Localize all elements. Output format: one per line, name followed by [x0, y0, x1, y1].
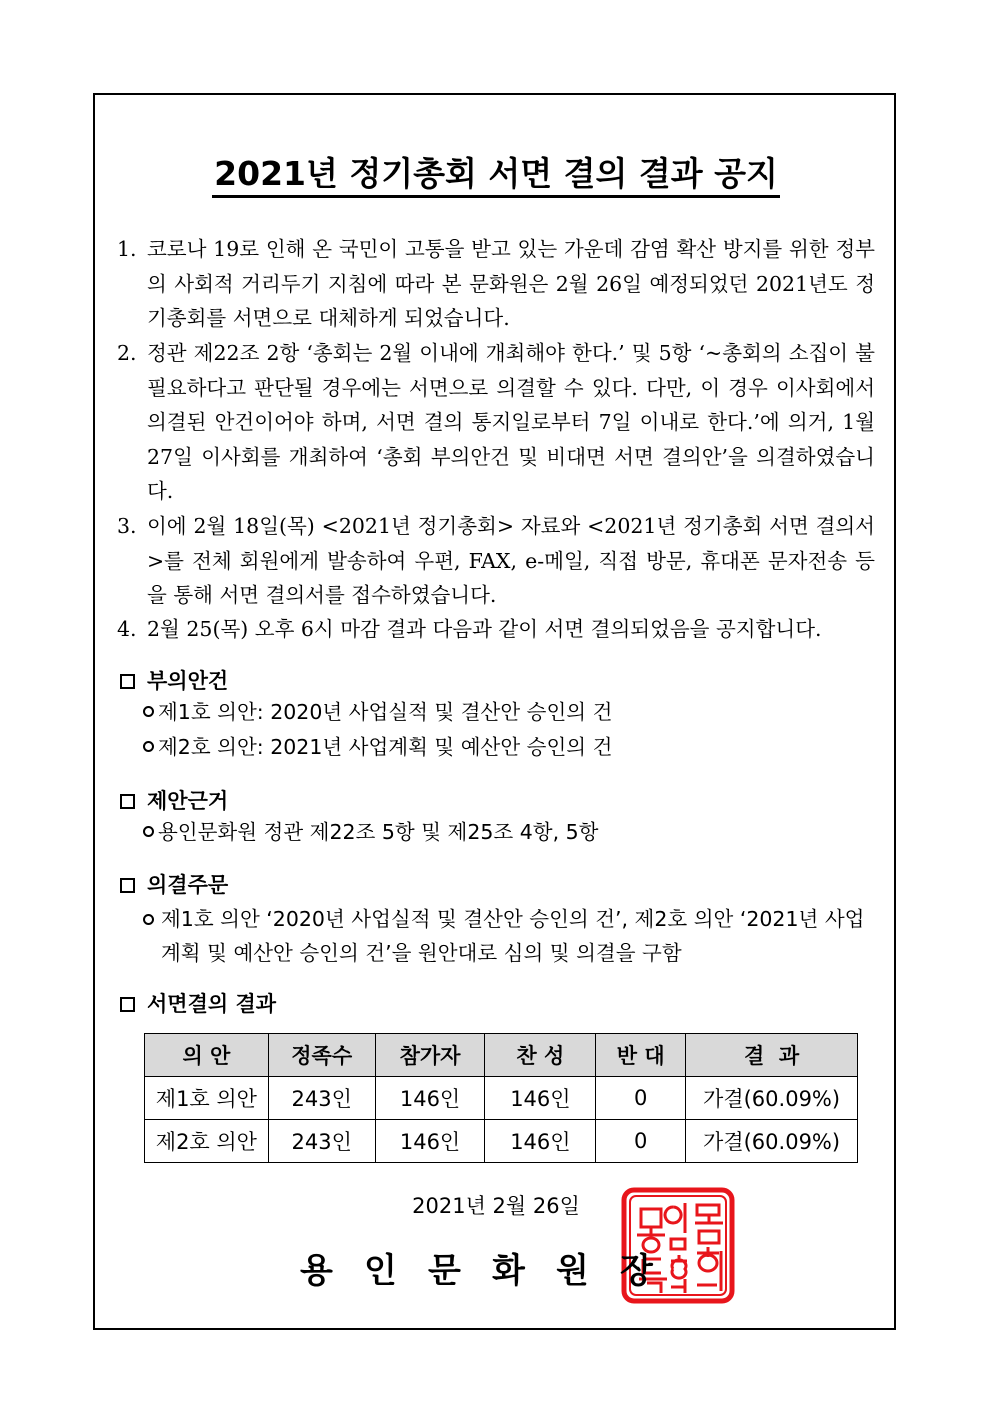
- table-row: [145, 1077, 858, 1120]
- circle-bullet-icon: [143, 741, 154, 752]
- header-cell: 결 과: [686, 1034, 858, 1077]
- circle-bullet-icon: [143, 826, 154, 837]
- table-cell: 243인: [268, 1077, 375, 1120]
- header-cell: 참가자: [375, 1034, 485, 1077]
- table-cell: 제1호 의안: [145, 1077, 269, 1120]
- table-cell: 0: [596, 1120, 686, 1163]
- results-table: [144, 1033, 858, 1163]
- header-cell: 의 안: [145, 1034, 269, 1077]
- agenda-item-1: 제1호 의안: 2020년 사업실적 및 결산안 승인의 건: [143, 695, 878, 729]
- paragraph-4: 4. 2월 25(목) 오후 6시 마감 결과 다음과 같이 서면 결의되었음을 공지합니다.: [117, 617, 822, 641]
- circle-bullet-icon: [143, 914, 154, 925]
- section-heading-agenda: 부의안건: [120, 665, 228, 695]
- table-cell: 가결(60.09%): [686, 1120, 858, 1163]
- table-cell: 146인: [485, 1120, 596, 1163]
- section-heading-resolution: 의결주문: [120, 869, 228, 899]
- paragraph-3: 3. 이에 2월 18일(목) <2021년 정기총회> 자료와 <2021년 정기총회 서면 결의서>를 전체 회원에게 발송하여 우편, FAX, e-메일, 직접 방문, 휴대폰 문자전송 등을 통해 서면 결의서를 접수하였습니다.: [117, 514, 875, 607]
- section-heading-basis: 제안근거: [120, 785, 228, 815]
- table-cell: 146인: [375, 1077, 485, 1120]
- checkbox-square-icon: [120, 878, 135, 893]
- issuer-signature: 용 인 문 화 원 장: [300, 1251, 653, 1291]
- resolution-item-1: 제1호 의안 ‘2020년 사업실적 및 결산안 승인의 건’, 제2호 의안 ‘2021년 사업계획 및 예산안 승인의 건’을 원안대로 심의 및 의결을 구함: [143, 902, 878, 970]
- header-cell: 찬 성: [485, 1034, 596, 1077]
- checkbox-square-icon: [120, 674, 135, 689]
- section-heading-result: 서면결의 결과: [120, 988, 276, 1018]
- table-cell: 가결(60.09%): [686, 1077, 858, 1120]
- paragraph-2: 2. 정관 제22조 2항 ‘총회는 2월 이내에 개최해야 한다.’ 및 5항 ‘~총회의 소집이 불필요하다고 판단될 경우에는 서면으로 의결할 수 있다. 다만, 이 경우 이사회에서 의결된 안건이어야 하며, 서면 결의 통지일로부터 7일 이내로 한다.’에 의거, 1월 27일 이사회를 개최하여 ‘총회 부의안건 및 비대면 서면 결의안’을 의결하였습니다.: [117, 341, 876, 503]
- table-cell: 243인: [268, 1120, 375, 1163]
- basis-item-1: 용인문화원 정관 제22조 5항 및 제25조 4항, 5항: [143, 815, 878, 849]
- circle-bullet-icon: [143, 706, 154, 717]
- checkbox-square-icon: [120, 997, 135, 1012]
- paragraph-1: 1. 코로나 19로 인해 온 국민이 고통을 받고 있는 가운데 감염 확산 방지를 위한 정부의 사회적 거리두기 지침에 따라 본 문화원은 2월 26일 예정되었던 2021년도 정기총회를 서면으로 대체하게 되었습니다.: [117, 237, 875, 330]
- table-cell: 0: [596, 1077, 686, 1120]
- header-cell: 반 대: [596, 1034, 686, 1077]
- header-cell: 정족수: [268, 1034, 375, 1077]
- page-title: 2021년 정기총회 서면 결의 결과 공지: [0, 148, 992, 195]
- table-row: [145, 1120, 858, 1163]
- table-cell: 146인: [485, 1077, 596, 1120]
- table-header-row: [145, 1034, 858, 1077]
- table-cell: 146인: [375, 1120, 485, 1163]
- agenda-item-2: 제2호 의안: 2021년 사업계획 및 예산안 승인의 건: [143, 730, 878, 764]
- issue-date: 2021년 2월 26일: [412, 1194, 580, 1218]
- table-cell: 제2호 의안: [145, 1120, 269, 1163]
- checkbox-square-icon: [120, 794, 135, 809]
